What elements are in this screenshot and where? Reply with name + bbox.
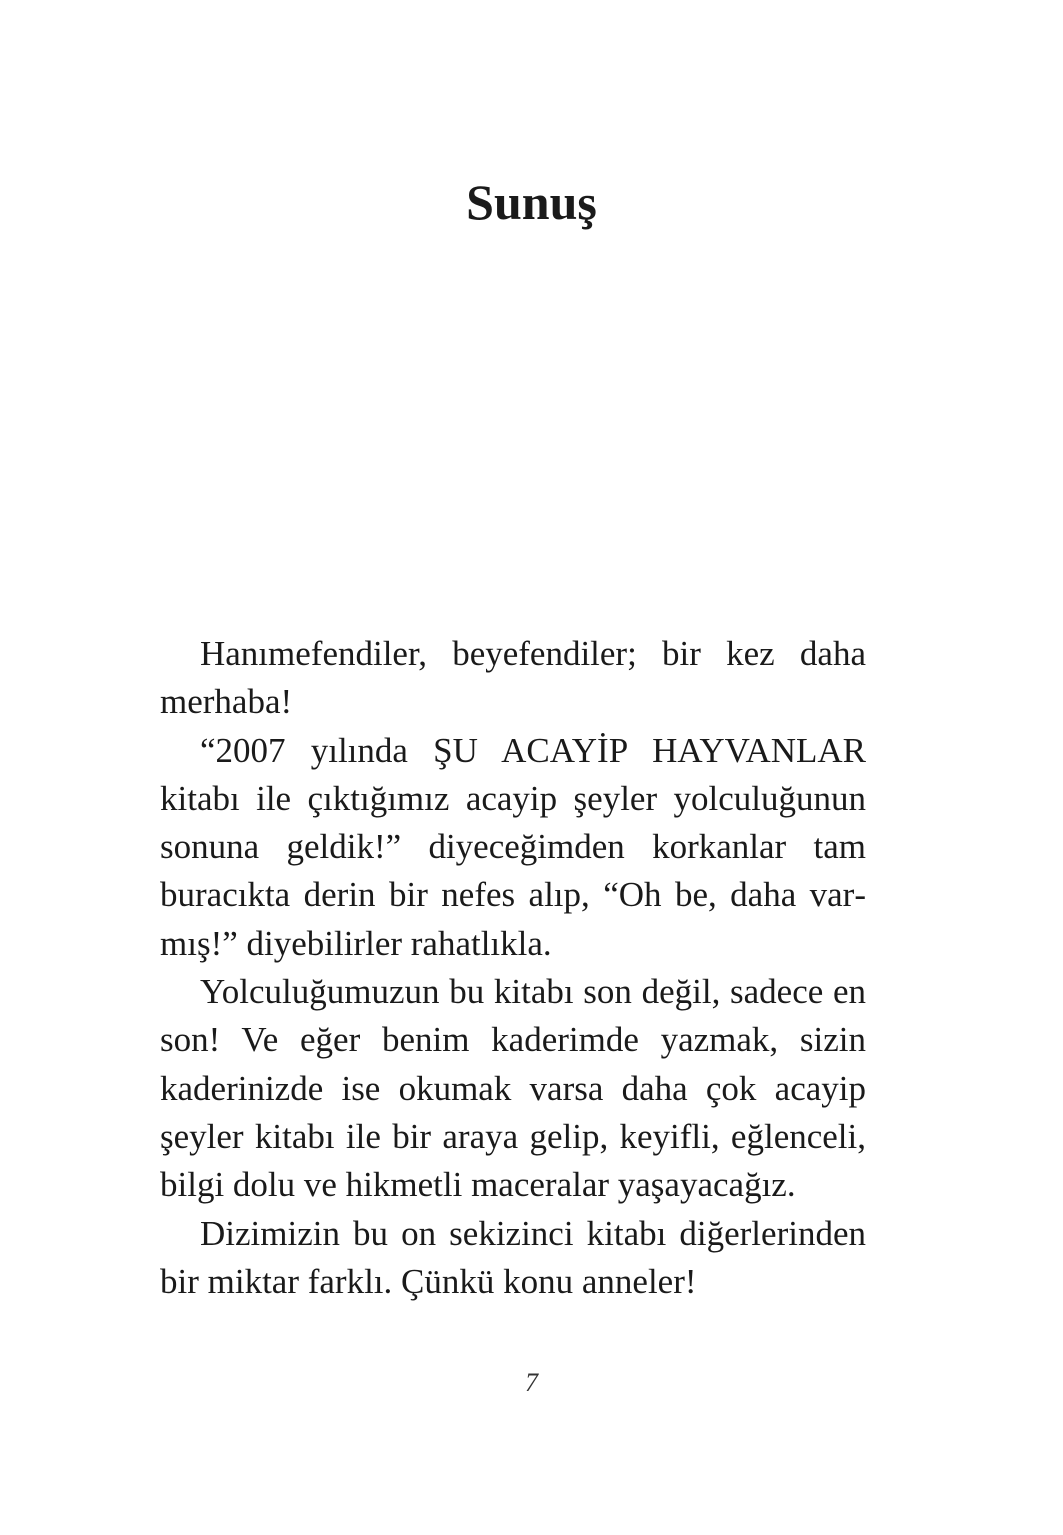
paragraph-not-the-end: Yolculuğumuzun bu kitabı son değil, sadece en son! Ve eğer benim kaderimde yazmak, sizin kaderinizde ise okumak varsa daha çok acayip şeyler kitabı ile bir araya gelip, keyifli, eğlenceli, bilgi dolu ve hikmetli maceralar yaşayacağız. [160, 972, 866, 1205]
paragraph-greeting: Hanımefendiler, beyefendiler; bir kez daha merhaba! [160, 634, 866, 722]
page-number: 7 [525, 1368, 538, 1397]
body-text [160, 630, 866, 1306]
paragraph-journey: “2007 yılında ŞU ACAYİP HAYVANLAR kitabı ile çıktığımız acayip şeyler yolculuğunun sonuna geldik!” diyeceğimden korkanlar tam buracıkta derin bir nefes alıp, “Oh be, daha varmış!” diyebilirler rahatlıkla. [160, 730, 866, 963]
page-title: Sunuş [466, 174, 597, 230]
paragraph-mothers: Dizimizin bu on sekizinci kitabı diğerlerinden bir miktar farklı. Çünkü konu anneler! [160, 1213, 866, 1301]
